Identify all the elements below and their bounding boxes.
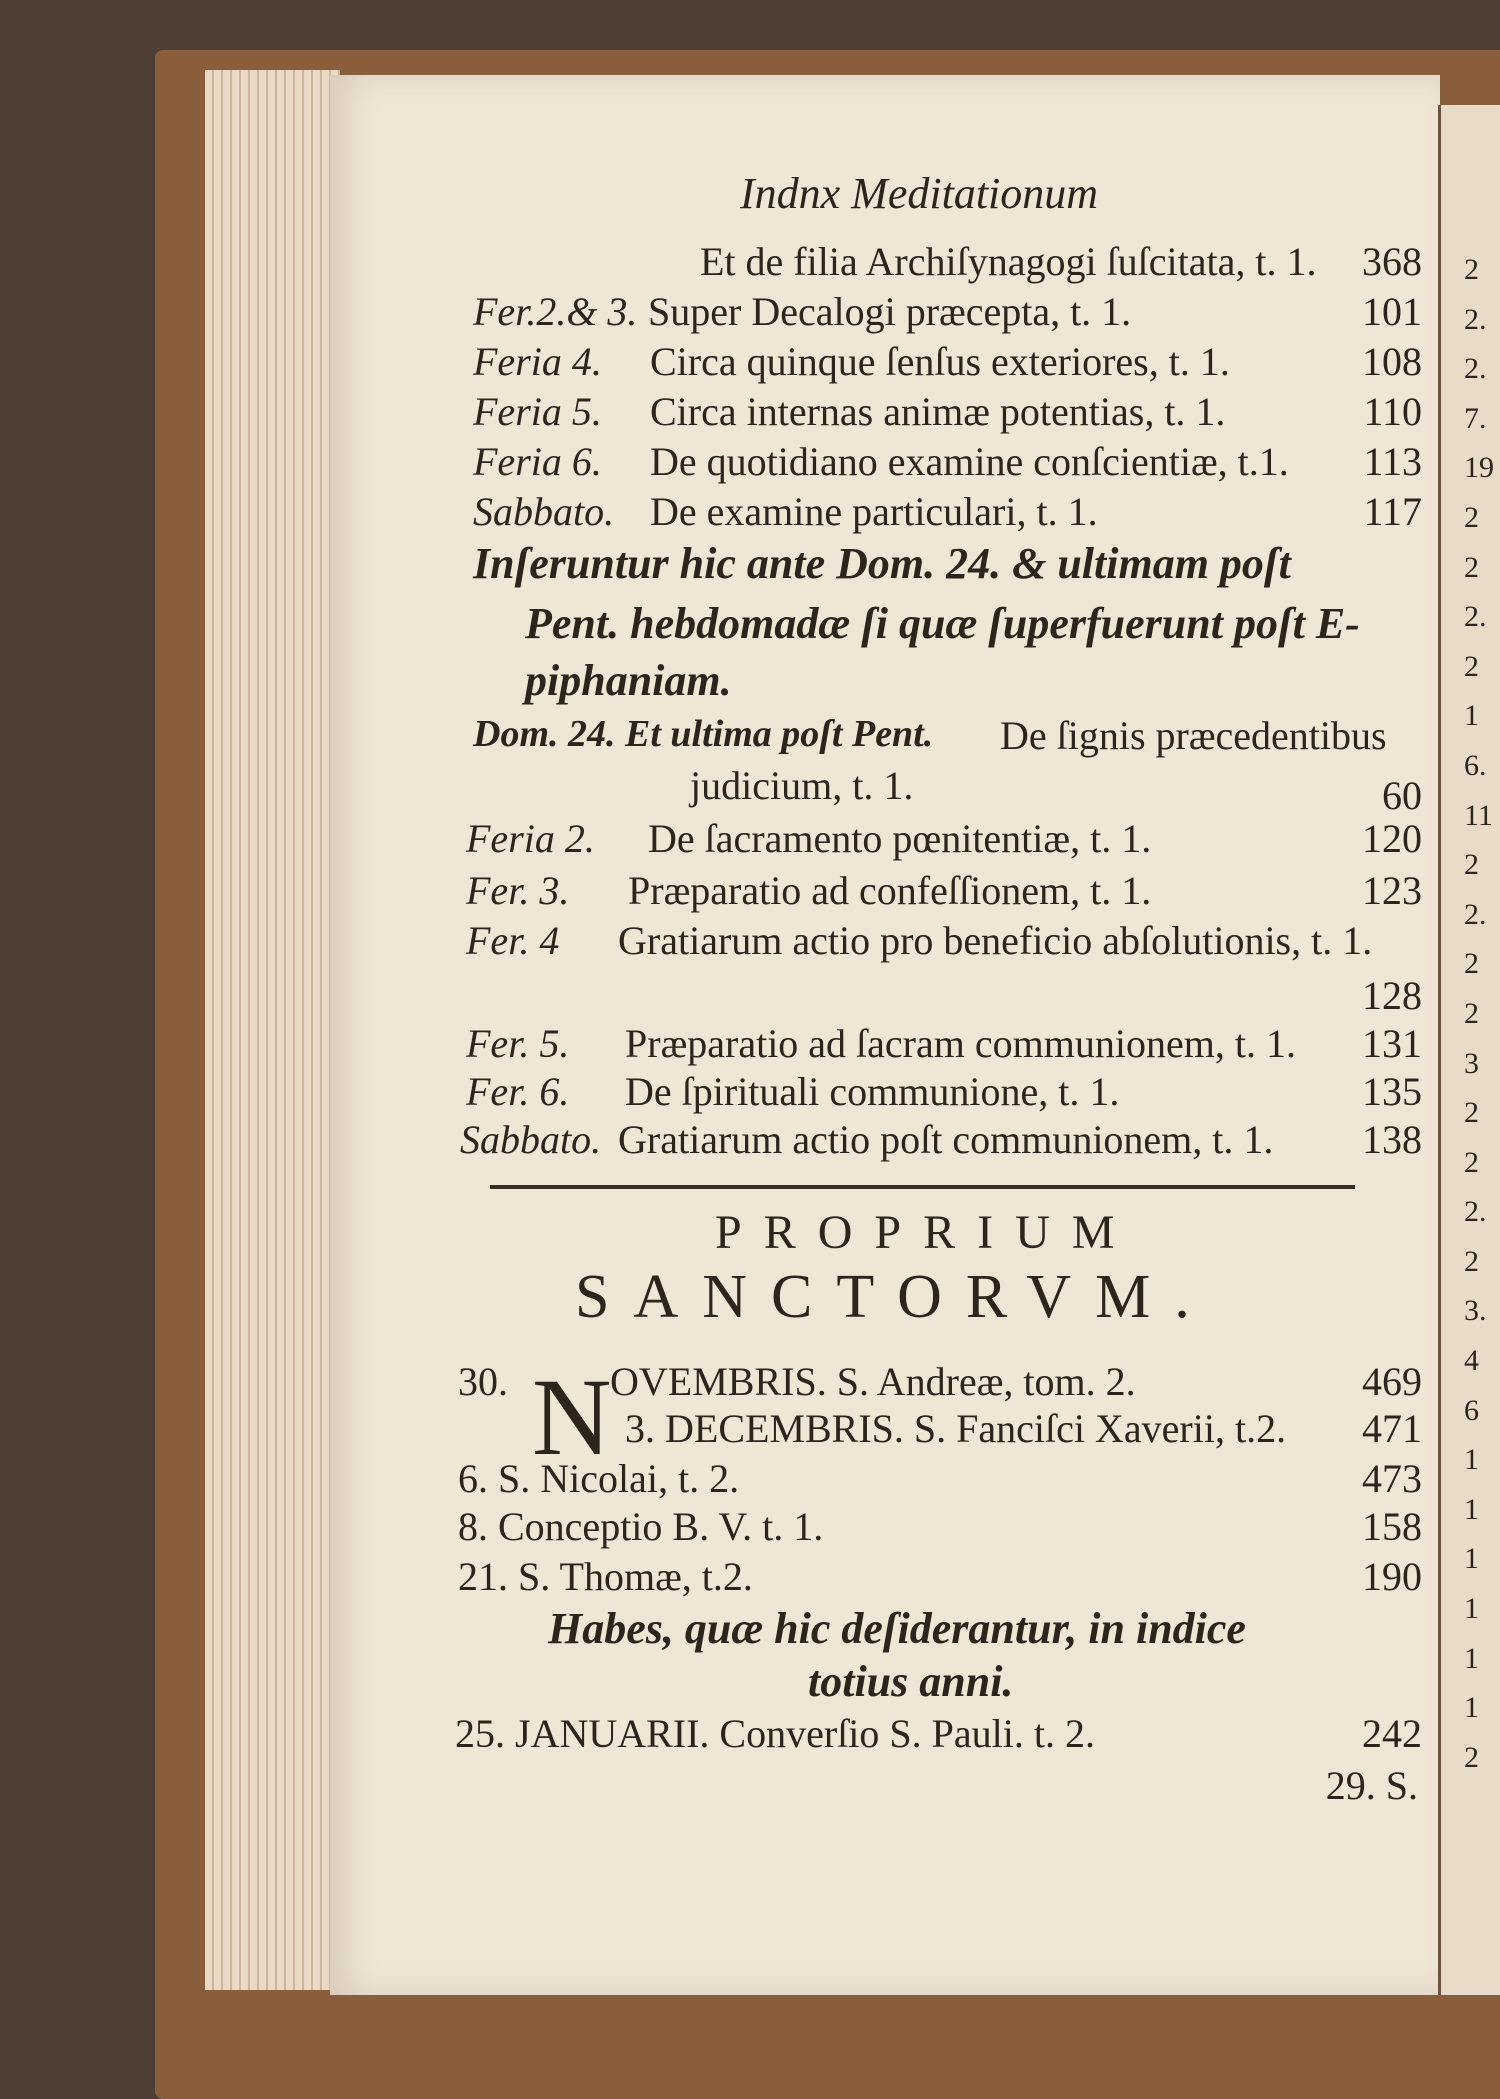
entry-a3-text: Circa internas animæ potentias, t. 1. — [650, 389, 1226, 434]
next-page-number: 1 — [1464, 1443, 1479, 1477]
next-page-number: 4 — [1464, 1344, 1479, 1378]
next-page-number: 1 — [1464, 1492, 1479, 1526]
next-page-number: 11 — [1464, 798, 1493, 832]
entry-b1-label: Fer. 3. — [466, 868, 570, 913]
heading-sanctorum: SANCTORVM. — [575, 1263, 1214, 1331]
entry-b3-label: Fer. 5. — [466, 1021, 570, 1066]
entry-c0-text: 6. S. Nicolai, t. 2. — [458, 1456, 740, 1501]
entry-a2-text: Circa quinque ſenſus exteriores, t. 1. — [650, 339, 1230, 384]
entry-a0-page: 368 — [1362, 239, 1422, 284]
entry-b5-page: 138 — [1362, 1117, 1422, 1162]
next-page-number: 6. — [1464, 748, 1487, 782]
nov-text: OVEMBRIS. S. Andreæ, tom. 2. — [610, 1359, 1136, 1404]
next-page-number: 3. — [1464, 1294, 1487, 1328]
next-page-number: 2 — [1464, 996, 1479, 1030]
next-page-number: 2 — [1464, 550, 1479, 584]
entry-b5-text: Gratiarum actio poſt communionem, t. 1. — [618, 1117, 1274, 1162]
next-page-number: 2. — [1464, 897, 1487, 931]
next-page-number: 7. — [1464, 401, 1487, 435]
next-page-number: 2. — [1464, 352, 1487, 386]
note-2-line-2: totius anni. — [808, 1657, 1014, 1706]
entry-a4-text: De quotidiano examine conſcientiæ, t.1. — [650, 439, 1289, 484]
next-page-number: 2 — [1464, 1145, 1479, 1179]
jan-page: 242 — [1362, 1711, 1422, 1756]
entry-a1-text: Super Decalogi præcepta, t. 1. — [648, 289, 1132, 334]
entry-c1-page: 158 — [1362, 1504, 1422, 1549]
entry-b4-text: De ſpirituali communione, t. 1. — [625, 1069, 1120, 1114]
entry-b3-page: 131 — [1362, 1021, 1422, 1066]
entry-b4-page: 135 — [1362, 1069, 1422, 1114]
entry-a3-label: Feria 5. — [473, 389, 602, 434]
entry-c0-page: 473 — [1362, 1456, 1422, 1501]
entry-b2-label: Fer. 4 — [466, 918, 560, 963]
entry-a4-label: Feria 6. — [473, 439, 602, 484]
entry-b2-text: Gratiarum actio pro beneficio abſolutionis, t. 1. — [618, 918, 1373, 963]
entry-b0-label: Feria 2. — [466, 816, 595, 861]
next-page-number: 2 — [1464, 848, 1479, 882]
entry-a0-text: Et de filia Archiſynagogi ſuſcitata, t. 1. — [700, 239, 1317, 284]
next-page-numbers — [1464, 245, 1494, 1782]
next-page-number: 2 — [1464, 500, 1479, 534]
dom24-label: Dom. 24. Et ultima poſt Pent. — [473, 713, 934, 755]
dom24-page: 60 — [1382, 773, 1422, 818]
note-2-line-1: Habes, quæ hic deſiderantur, in indice — [548, 1604, 1246, 1653]
dom24-text: De ſignis præcedentibus — [1000, 713, 1387, 758]
next-page-number: 2 — [1464, 649, 1479, 683]
next-page-number: 2 — [1464, 947, 1479, 981]
next-page-number: 1 — [1464, 1592, 1479, 1626]
entry-a5-label: Sabbato. — [473, 489, 615, 534]
nov-page: 469 — [1362, 1359, 1422, 1404]
entry-a3-page: 110 — [1363, 389, 1422, 434]
entry-c2-page: 190 — [1362, 1554, 1422, 1599]
entry-b0-page: 120 — [1362, 816, 1422, 861]
next-page-number: 1 — [1464, 699, 1479, 733]
note-1-line-1: Inſeruntur hic ante Dom. 24. & ultimam poſt — [473, 539, 1291, 588]
entry-a2-page: 108 — [1362, 339, 1422, 384]
note-1-line-2: Pent. hebdomadæ ſi quæ ſuperfuerunt poſt E- — [525, 599, 1360, 648]
next-page-number: 1 — [1464, 1542, 1479, 1576]
dec-page: 471 — [1362, 1406, 1422, 1451]
entry-b4-label: Fer. 6. — [466, 1069, 570, 1114]
next-page-number: 19 — [1464, 451, 1494, 485]
entry-a1-page: 101 — [1362, 289, 1422, 334]
entry-b1-page: 123 — [1362, 868, 1422, 913]
next-page-number: 2 — [1464, 1096, 1479, 1130]
entry-c1-text: 8. Conceptio B. V. t. 1. — [458, 1504, 824, 1549]
next-page-number: 1 — [1464, 1691, 1479, 1725]
entry-b5-label: Sabbato. — [460, 1117, 602, 1162]
drop-cap-n: N — [532, 1356, 612, 1478]
next-page-number: 2 — [1464, 253, 1479, 286]
section-rule — [490, 1185, 1355, 1189]
next-page-number: 2. — [1464, 600, 1487, 634]
next-page-number: 2. — [1464, 1195, 1487, 1229]
heading-proprium: PROPRIUM — [715, 1206, 1137, 1259]
next-page-number: 2. — [1464, 302, 1487, 336]
catchword: 29. S. — [1325, 1763, 1418, 1808]
entry-a5-page: 117 — [1363, 489, 1422, 534]
dom24-cont: judicium, t. 1. — [690, 763, 914, 808]
next-page-number: 6 — [1464, 1393, 1479, 1427]
nov-num: 30. — [458, 1359, 508, 1404]
entry-a5-text: De examine particulari, t. 1. — [650, 489, 1098, 534]
jan-text: 25. JANUARII. Converſio S. Pauli. t. 2. — [455, 1711, 1095, 1756]
entry-a2-label: Feria 4. — [473, 339, 602, 384]
entry-c2-text: 21. S. Thomæ, t.2. — [458, 1554, 753, 1599]
dec-text: 3. DECEMBRIS. S. Fanciſci Xaverii, t.2. — [625, 1406, 1287, 1451]
next-page-number: 2 — [1464, 1244, 1479, 1278]
note-1-line-3: piphaniam. — [525, 656, 732, 705]
entry-b2-page: 128 — [1362, 973, 1422, 1018]
next-page-number: 1 — [1464, 1641, 1479, 1675]
next-page-number: 3 — [1464, 1046, 1479, 1080]
next-page-number: 2 — [1464, 1740, 1479, 1774]
entry-b1-text: Præparatio ad confeſſionem, t. 1. — [628, 868, 1152, 913]
entry-a1-label: Fer.2.& 3. — [473, 289, 638, 334]
entry-b0-text: De ſacramento pœnitentiæ, t. 1. — [648, 816, 1152, 861]
running-head: Indnx Meditationum — [740, 169, 1099, 218]
entry-a4-page: 113 — [1363, 439, 1422, 484]
entry-b3-text: Præparatio ad ſacram communionem, t. 1. — [625, 1021, 1296, 1066]
page-edges — [205, 70, 340, 1990]
